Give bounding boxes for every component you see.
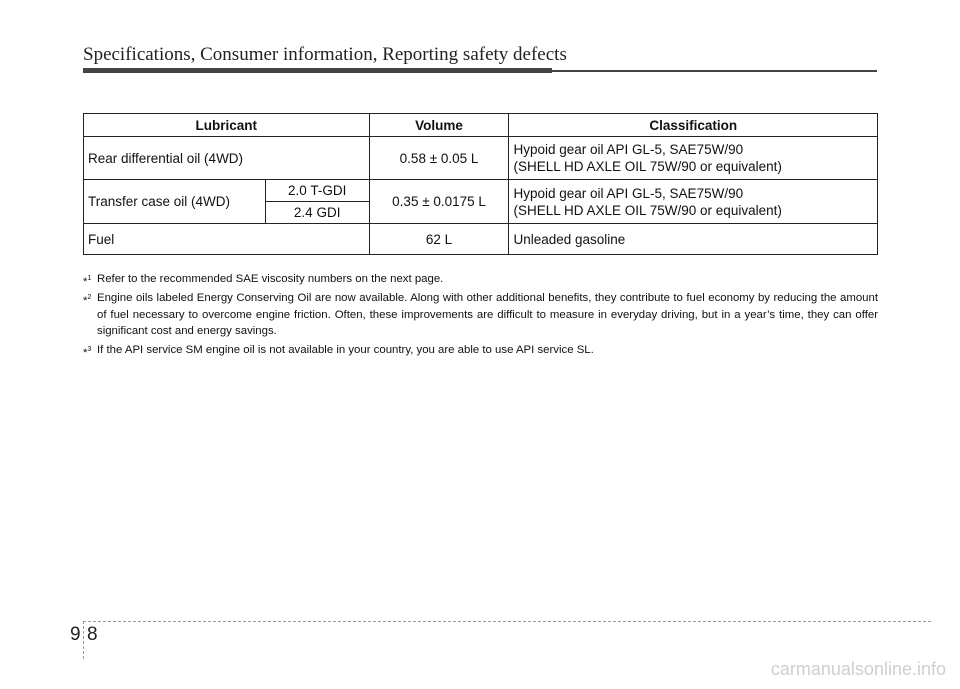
header-rule-thin [552,70,877,72]
table-row [84,224,878,255]
watermark: carmanualsonline.info [770,659,946,679]
classification-line: (SHELL HD AXLE OIL 75W/90 or equivalent) [513,202,782,218]
footnotes [83,271,878,361]
footnote [83,290,878,340]
footnote [83,271,878,288]
volume-cell: 0.58 ± 0.05 L [369,137,509,180]
footnote [83,342,878,359]
column-header-volume: Volume [369,114,509,137]
engine-variant-cell: 2.0 T-GDI [265,180,369,202]
footnote-marker: *$^2$ [83,294,92,307]
footer-divider [83,621,84,659]
classification-line: Hypoid gear oil API GL-5, SAE75W/90 [513,142,744,157]
footnote-text: If the API service SM engine oil is not available in your country, you are able to use API service SL. [97,344,594,356]
page-number-chapter: 9 [70,624,81,645]
classification-cell [509,180,878,224]
lubricant-cell: Transfer case oil (4WD) [84,180,266,224]
page-number-page: 8 [87,624,98,645]
column-header-classification: Classification [509,114,878,137]
header-rule-thick [83,68,552,73]
footnote-text: Refer to the recommended SAE viscosity numbers on the next page. [97,273,444,285]
volume-cell: 62 L [369,224,509,255]
classification-line: Hypoid gear oil API GL-5, SAE75W/90 [513,185,744,201]
footer-rule [83,621,931,622]
table-header-row [84,114,878,137]
footnote-marker: *$^3$ [83,346,92,359]
table-row [84,180,878,202]
classification-cell [509,137,878,180]
classification-line: (SHELL HD AXLE OIL 75W/90 or equivalent) [513,159,782,174]
lubricant-cell: Fuel [84,224,370,255]
column-header-lubricant: Lubricant [84,114,370,137]
volume-cell: 0.35 ± 0.0175 L [369,180,509,224]
footnote-marker: *$^1$ [83,275,92,288]
lubricant-spec-table [83,113,878,255]
footnote-text: Engine oils labeled Energy Conserving Oil are now available. Along with other additional benefits, they contribute to fuel economy by reducing the amount of fuel necessary to overcome engine friction. Often, these improvements are difficult to measure in everyday driving, but in a year’s time, they can offer significant cost and energy savings. [97,292,878,337]
classification-cell: Unleaded gasoline [509,224,878,255]
page-title: Specifications, Consumer information, Reporting safety defects [83,44,567,65]
lubricant-cell: Rear differential oil (4WD) [84,137,370,180]
engine-variant-cell: 2.4 GDI [265,202,369,224]
table-row [84,137,878,180]
